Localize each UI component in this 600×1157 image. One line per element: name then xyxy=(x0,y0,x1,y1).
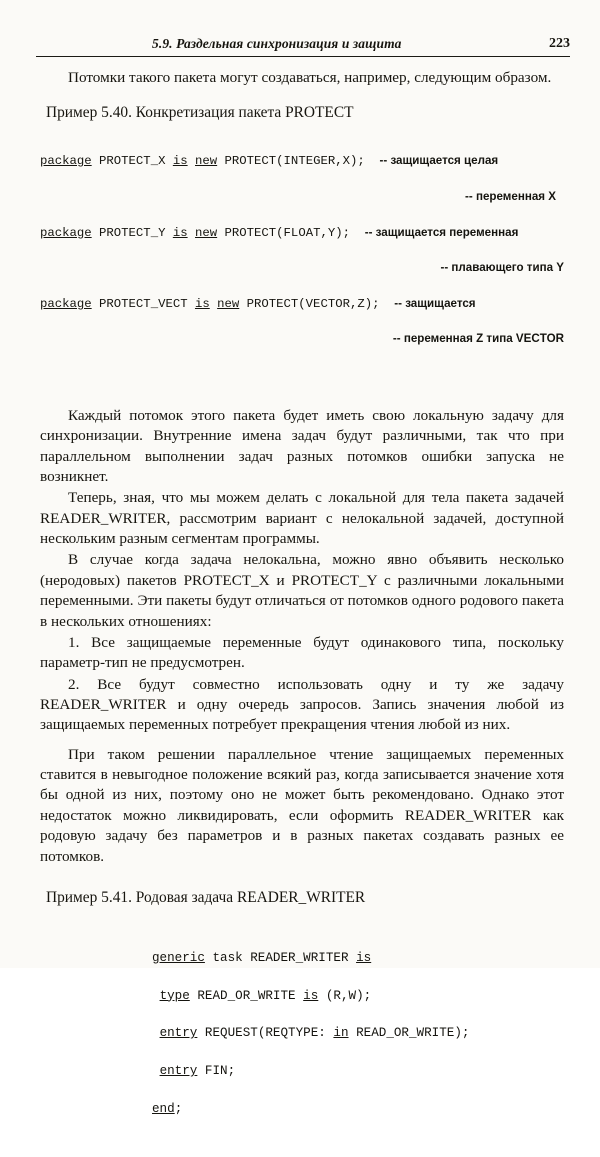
code-listing-generic-task xyxy=(152,930,564,1157)
code-text: REQUEST(REQTYPE: xyxy=(197,1026,334,1041)
code-line xyxy=(40,153,564,171)
paragraph-7: При таком решении параллельное чтение защищаемых переменных ставится в невыгодное положение всякий раз, когда записывается значение хотя бы одной из них, поэтому оно не может быть рекомендовано. Однако этот недостаток можно ликвидировать, если оформить READER_WRITER как родовую задачу без параметров и в разных пакетах создавать разных ее потомков. xyxy=(40,745,564,865)
spacer xyxy=(40,867,564,888)
spacer xyxy=(40,736,564,745)
code-text: PROTECT_Y xyxy=(91,225,173,240)
paragraph-3: Теперь, зная, что мы можем делать с локальной для тела пакета задачей READER_WRITER, рассмотрим вариант с нелокальной задачей, доступной нескольким разным сегментам программы. xyxy=(40,489,564,548)
code-text xyxy=(188,226,195,240)
spacer xyxy=(40,385,564,406)
keyword-new: new xyxy=(195,154,218,169)
paragraph-4: В случае когда задача нелокальна, можно явно объявить несколько (неродовых) пакетов PROTECT_X и PROTECT_Y с различными локальными переменными. Эти пакеты будут отличаться от потомков одного родового пакета в нескольких отношениях: xyxy=(40,551,564,630)
code-text: PROTECT_X xyxy=(91,154,173,169)
code-line xyxy=(152,1024,564,1043)
code-line xyxy=(40,296,564,314)
keyword-new: new xyxy=(217,296,240,311)
keyword-in: in xyxy=(333,1026,349,1041)
keyword-is: is xyxy=(172,225,188,240)
code-text: PROTECT(INTEGER,X); xyxy=(217,154,365,169)
code-text xyxy=(350,226,365,240)
code-indent xyxy=(152,1064,160,1078)
keyword-entry: entry xyxy=(159,1026,198,1041)
code-line xyxy=(40,331,564,349)
code-line xyxy=(152,987,564,1006)
example-5-40-caption: Пример 5.40. Конкретизация пакета PROTECT xyxy=(46,104,354,122)
keyword-entry: entry xyxy=(159,1064,198,1079)
code-line xyxy=(40,225,564,243)
keyword-type: type xyxy=(159,988,190,1003)
code-text: PROTECT(VECTOR,Z); xyxy=(239,296,380,311)
code-text xyxy=(188,154,195,168)
code-text xyxy=(379,297,394,311)
example-5-41-caption: Пример 5.41. Родовая задача READER_WRITER xyxy=(46,888,366,906)
header-divider xyxy=(36,56,570,57)
keyword-package: package xyxy=(40,225,92,240)
keyword-end: end xyxy=(152,1101,175,1116)
code-text xyxy=(365,154,380,168)
keyword-package: package xyxy=(40,154,92,169)
code-text: PROTECT_VECT xyxy=(91,296,195,311)
paragraph-5: 1. Все защищаемые переменные будут одинакового типа, поскольку параметр-тип не предусмотрен. xyxy=(40,633,564,672)
paragraph-2: Каждый потомок этого пакета будет иметь свою локальную задачу для синхронизации. Внутренние имена задач будут различными, так что при параллельном выполнении задач разных потомков ошибки запуска не возникнет. xyxy=(40,406,564,486)
page-number: 223 xyxy=(549,36,570,51)
code-comment: -- защищается переменная xyxy=(364,225,519,239)
page-content xyxy=(40,68,564,1157)
keyword-generic: generic xyxy=(152,950,205,965)
code-text: READ_OR_WRITE); xyxy=(348,1026,470,1041)
code-listing-protect-instantiation xyxy=(40,135,564,385)
keyword-is: is xyxy=(356,950,372,965)
code-comment: -- защищается xyxy=(394,296,476,310)
running-head-title: 5.9. Раздельная синхронизация и защита xyxy=(152,36,402,51)
spacer xyxy=(40,88,564,103)
keyword-new: new xyxy=(195,225,218,240)
code-comment-cont: -- переменная X xyxy=(465,189,556,203)
keyword-package: package xyxy=(40,296,92,311)
paragraph-1: Потомки такого пакета могут создаваться, например, следующим образом. xyxy=(68,69,552,86)
keyword-is: is xyxy=(194,296,210,311)
code-text: (R,W); xyxy=(318,988,372,1003)
code-text: READ_OR_WRITE xyxy=(189,988,304,1003)
code-text: FIN; xyxy=(197,1064,236,1079)
code-text: task READER_WRITER xyxy=(204,950,357,965)
code-text: PROTECT(FLOAT,Y); xyxy=(217,225,350,240)
code-line xyxy=(40,189,564,207)
code-comment-cont: -- плавающего типа Y xyxy=(440,261,564,275)
code-line xyxy=(152,1062,564,1081)
code-line xyxy=(40,260,564,278)
keyword-is: is xyxy=(172,154,188,169)
code-indent xyxy=(152,1026,160,1040)
keyword-is: is xyxy=(303,988,319,1003)
code-text: ; xyxy=(174,1101,183,1116)
code-line xyxy=(152,1100,564,1119)
code-line xyxy=(152,949,564,968)
code-comment-cont: -- переменная Z типа VECTOR xyxy=(392,332,564,346)
page-header xyxy=(36,36,570,60)
code-indent xyxy=(152,989,160,1003)
paragraph-6: 2. Все будут совместно использовать одну и ту же задачу READER_WRITER и одну очередь запросов. Запись значения любой из защищаемых переменных потребует прекращения чтения любой из них. xyxy=(40,675,564,734)
code-comment: -- защищается целая xyxy=(379,154,499,168)
